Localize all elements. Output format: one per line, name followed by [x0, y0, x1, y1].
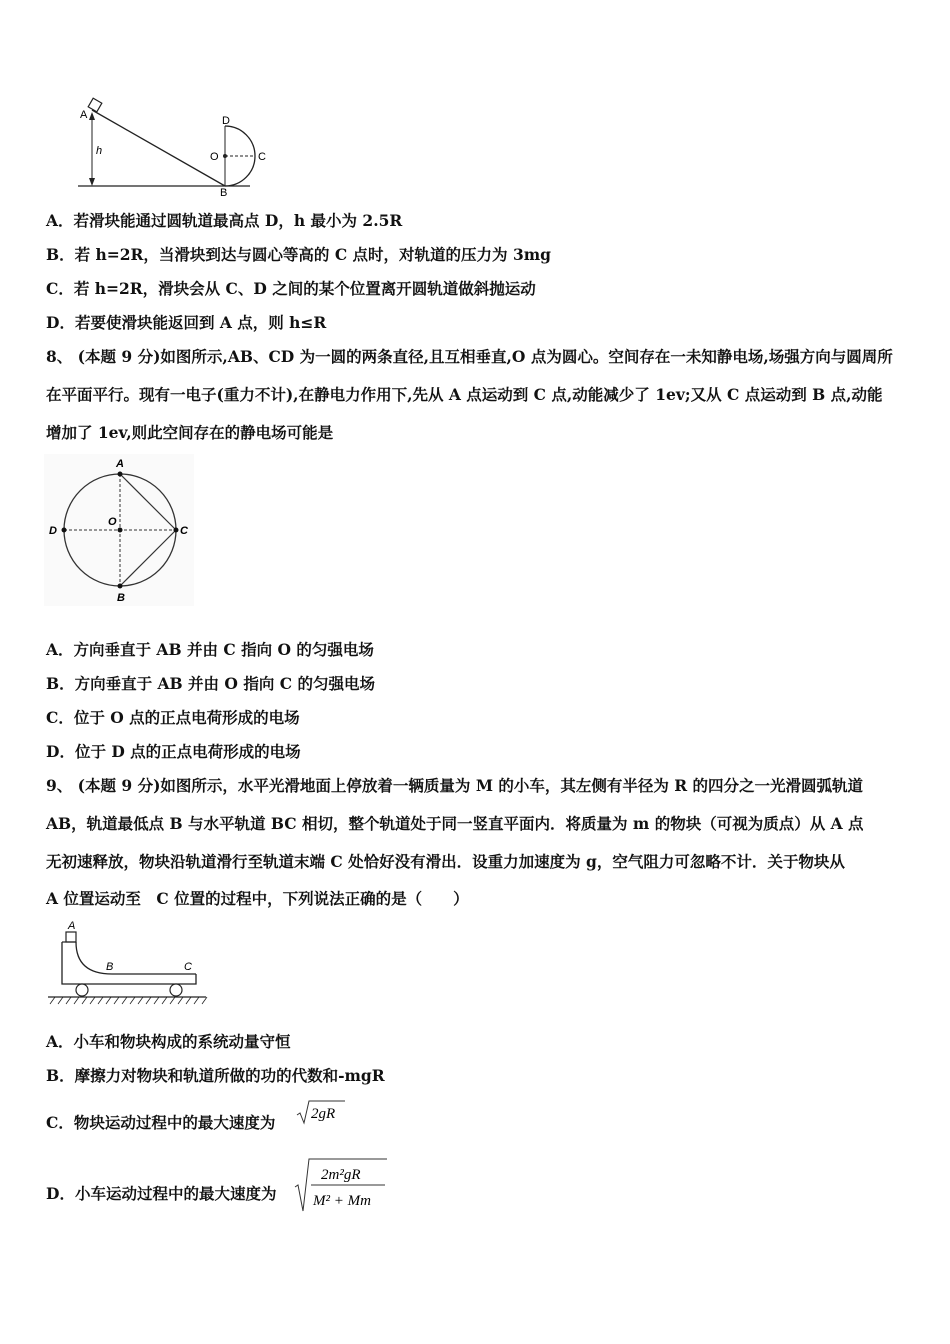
q7-option-d: D．若要使滑块能返回到 A 点，则 h≤R	[46, 313, 327, 332]
label-c: C	[180, 525, 188, 537]
label-d: D	[222, 115, 230, 127]
incline-loop-figure	[70, 96, 280, 196]
block-at-a	[66, 932, 76, 942]
q8-stem-line-3: 增加了 1ev,则此空间存在的静电场可能是	[46, 423, 334, 442]
height-arrow-top	[89, 112, 95, 120]
circle-diameters-figure	[44, 454, 194, 606]
label-a: A	[116, 458, 124, 470]
wheel-right	[170, 984, 182, 996]
point-o	[118, 528, 123, 533]
label-h: h	[96, 145, 103, 157]
q8-option-a: A．方向垂直于 AB 并由 C 指向 O 的匀强电场	[46, 640, 374, 659]
q7-option-c: C．若 h=2R，滑块会从 C、D 之间的某个位置离开圆轨道做斜抛运动	[46, 279, 536, 298]
q9-option-d: D．小车运动过程中的最大速度为	[46, 1184, 277, 1203]
quarter-arc-track	[76, 942, 196, 974]
label-d: D	[49, 525, 57, 537]
label-o: O	[210, 151, 219, 163]
formula-d-numerator: 2m²gR	[321, 1167, 361, 1183]
height-arrow-bottom	[89, 178, 95, 186]
q9-stem-line-1: 9、 (本题 9 分)如图所示，水平光滑地面上停放着一辆质量为 M 的小车，其左侧有半径为 R 的四分之一光滑圆弧轨道	[46, 776, 864, 795]
ground-hatching	[50, 997, 207, 1004]
q9-stem-line-3: 无初速释放，物块沿轨道滑行至轨道末端 C 处恰好没有滑出．设重力加速度为 g，空气阻力可忽略不计．关于物块从	[46, 852, 845, 871]
q8-stem-line-2: 在平面平行。现有一电子(重力不计),在静电力作用下,先从 A 点运动到 C 点,动能减少了 1ev;又从 C 点运动到 B 点,动能	[46, 385, 883, 404]
q8-option-d: D．位于 D 点的正点电荷形成的电场	[46, 742, 301, 761]
q9-option-c: C．物块运动过程中的最大速度为	[46, 1113, 276, 1132]
label-a: A	[80, 109, 88, 121]
q8-option-c: C．位于 O 点的正点电荷形成的电场	[46, 708, 300, 727]
formula-car-max-velocity	[293, 1155, 389, 1215]
point-b	[118, 584, 123, 589]
label-b: B	[117, 592, 125, 604]
center-point	[223, 154, 227, 158]
q9-option-a: A．小车和物块构成的系统动量守恒	[46, 1032, 291, 1051]
point-c	[174, 528, 179, 533]
formula-c-text: 2gR	[311, 1106, 336, 1122]
point-d	[62, 528, 67, 533]
label-a: A	[68, 920, 76, 932]
wheel-left	[76, 984, 88, 996]
q9-stem-line-2: AB，轨道最低点 B 与水平轨道 BC 相切，整个轨道处于同一竖直平面内．将质量为 m 的物块（可视为质点）从 A 点	[46, 814, 864, 833]
q8-option-b: B．方向垂直于 AB 并由 O 指向 C 的匀强电场	[46, 674, 375, 693]
label-b: B	[220, 187, 228, 196]
label-o: O	[108, 516, 117, 528]
formula-sqrt-2gr	[295, 1098, 347, 1128]
q7-option-a: A．若滑块能通过圆轨道最高点 D，h 最小为 2.5R	[46, 211, 403, 230]
label-c: C	[184, 961, 192, 973]
incline-line	[92, 110, 225, 186]
label-c: C	[258, 151, 266, 163]
q9-option-b: B．摩擦力对物块和轨道所做的功的代数和-mgR	[46, 1066, 385, 1085]
point-a	[118, 472, 123, 477]
cart-track-figure	[44, 918, 210, 1008]
label-b: B	[106, 961, 114, 973]
formula-d-denominator: M² + Mm	[313, 1193, 371, 1209]
q8-stem-line-1: 8、 (本题 9 分)如图所示,AB、CD 为一圆的两条直径,且互相垂直,O 点为圆心。空间存在一未知静电场,场强方向与圆周所	[46, 347, 893, 366]
q9-stem-line-4: A 位置运动至 C 位置的过程中，下列说法正确的是（ ）	[46, 889, 469, 908]
q7-option-b: B．若 h=2R，当滑块到达与圆心等高的 C 点时，对轨道的压力为 3mg	[46, 245, 551, 264]
slider-block	[88, 98, 102, 112]
